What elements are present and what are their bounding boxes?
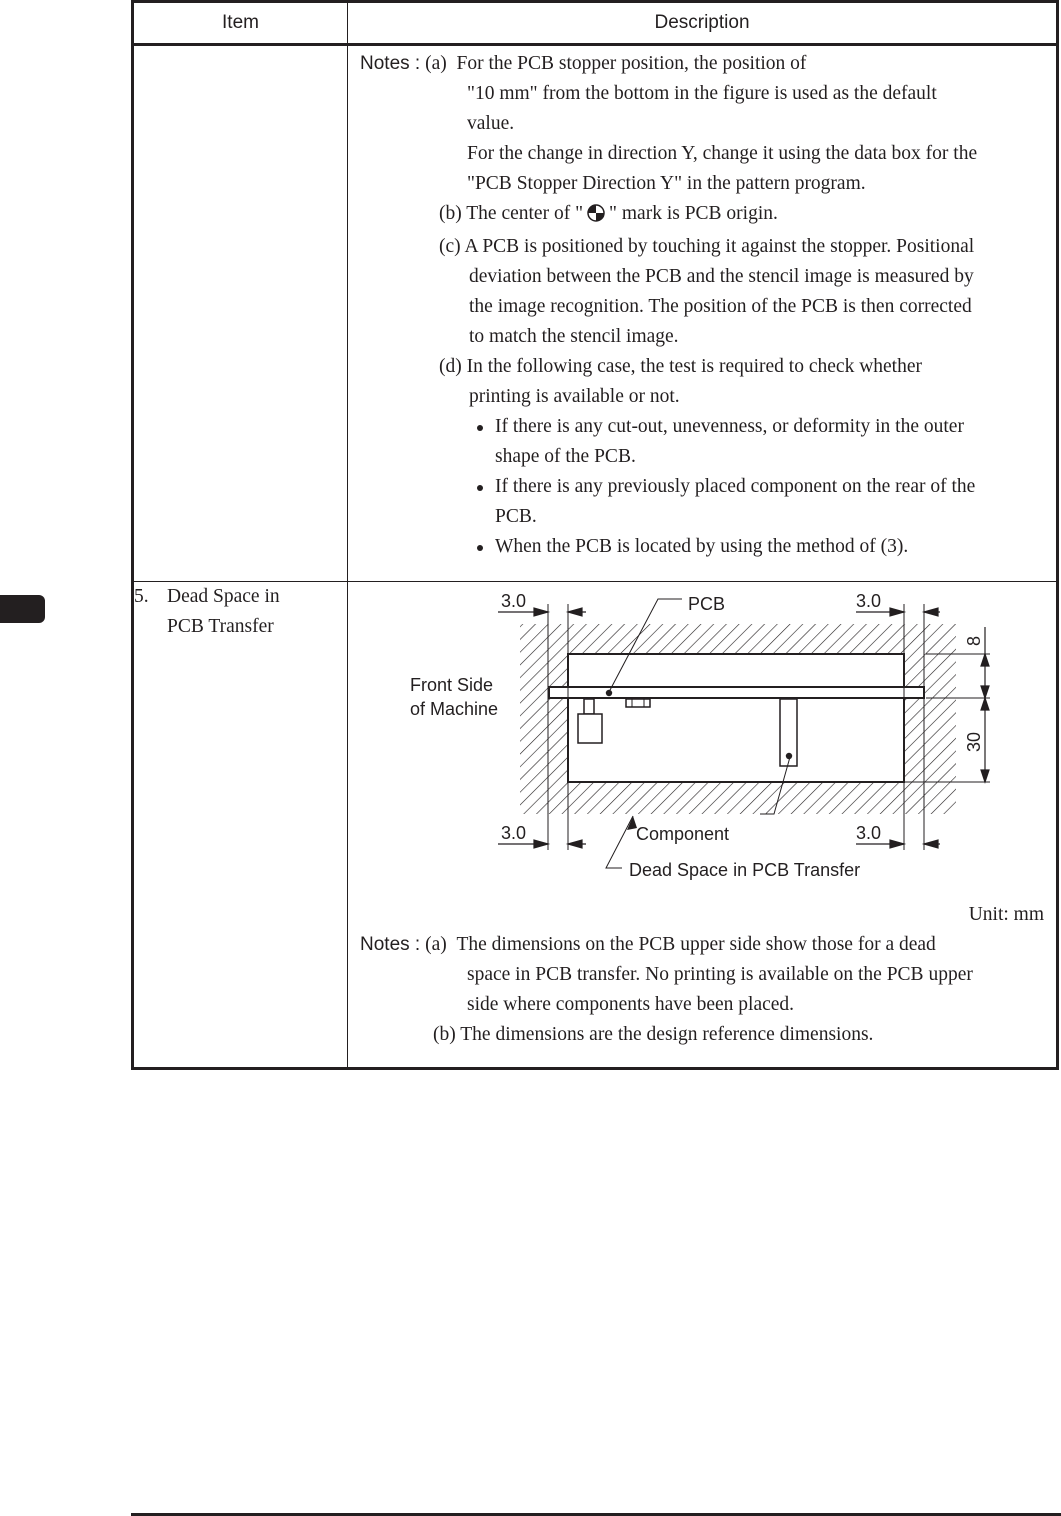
dead-space-figure [348, 582, 1060, 900]
note-b-text-1: (b) The center of " [439, 203, 584, 224]
note-b-text-2: " mark is PCB origin. [609, 203, 778, 224]
label-dead-space: Dead Space in PCB Transfer [629, 860, 861, 880]
table-row [133, 45, 1058, 582]
pcb-origin-mark-icon [587, 202, 605, 232]
note-c-line-3: the image recognition. The position of the PCB is then corrected [469, 296, 972, 317]
bullet-item-cont: shape of the PCB. [495, 446, 636, 467]
bullet-item: When the PCB is located by using the method of (3). [360, 532, 1044, 562]
notes-dead-space [348, 930, 1056, 1050]
dim-bottom-right: 3.0 [856, 823, 882, 843]
note-a-line-1 [360, 49, 1044, 79]
note-d-line-1: (d) In the following case, the test is required to check whether [439, 356, 922, 377]
pcb-marker-dot [606, 690, 612, 696]
table-row [133, 582, 1058, 1069]
notes-label: Notes : [360, 53, 421, 74]
item-title-line-2: PCB Transfer [167, 616, 274, 637]
bullet-icon [477, 425, 483, 431]
note-a-line-2: "10 mm" from the bottom in the figure is used as the default [467, 83, 937, 104]
note-a-label: (a) [425, 53, 447, 74]
item-cell-empty [133, 45, 348, 582]
component-small [626, 699, 650, 707]
item-title-line-1 [134, 582, 347, 612]
item-number: 5. [134, 586, 149, 607]
label-front-side: Front Side [410, 675, 494, 695]
dim-top-left: 3.0 [501, 591, 527, 611]
dim-lower-height: 30 [964, 731, 984, 752]
item-title-text: Dead Space in [167, 586, 280, 607]
note-a-text: For the PCB stopper position, the position of [456, 53, 807, 74]
note-c-line-4: to match the stencil image. [469, 326, 679, 347]
label-of-machine: of Machine [410, 699, 499, 719]
note-d-line-2: printing is available or not. [469, 386, 680, 407]
note-c-line-2: deviation between the PCB and the stencil image is measured by [469, 266, 974, 287]
bullet-item-cont: PCB. [495, 506, 537, 527]
label-pcb: PCB [688, 594, 726, 614]
bullet-icon [477, 485, 483, 491]
description-cell [348, 582, 1058, 1069]
note-a-line-3: side where components have been placed. [467, 994, 795, 1015]
unit-label: Unit: mm [968, 904, 1044, 925]
dim-bottom-left: 3.0 [501, 823, 527, 843]
note-b [360, 199, 1044, 232]
note-c-line-1: (c) A PCB is positioned by touching it against the stopper. Positional [439, 236, 975, 257]
note-a-line-5: "PCB Stopper Direction Y" in the pattern program. [467, 173, 866, 194]
bullet-icon [477, 545, 483, 551]
bullet-item: If there is any cut-out, unevenness, or deformity in the outer [360, 412, 1044, 442]
note-a-line-4: For the change in direction Y, change it using the data box for the [467, 143, 978, 164]
bullet-item: If there is any previously placed component on the rear of the [360, 472, 1044, 502]
description-cell [348, 45, 1058, 582]
note-a-label: (a) [425, 934, 447, 955]
note-a-line-3: value. [467, 113, 515, 134]
dead-space-diagram [348, 582, 1056, 900]
pcb-board [549, 687, 924, 698]
header-item: Item [133, 2, 348, 45]
chapter-tab-marker [0, 595, 45, 623]
note-a-text: The dimensions on the PCB upper side show those for a dead [456, 934, 936, 955]
component-marker-dot [786, 753, 792, 759]
note-b: (b) The dimensions are the design reference dimensions. [433, 1024, 874, 1045]
dim-upper-height: 8 [964, 635, 984, 646]
header-description: Description [348, 2, 1058, 45]
note-a-line-2: space in PCB transfer. No printing is available on the PCB upper [467, 964, 973, 985]
notes-label: Notes : [360, 934, 421, 955]
table-header-row [133, 2, 1058, 45]
dim-top-right: 3.0 [856, 591, 882, 611]
notes-stopper [348, 46, 1056, 562]
item-cell [133, 582, 348, 1069]
note-a-line-1 [360, 930, 1044, 960]
label-component: Component [636, 824, 730, 844]
spec-table [131, 0, 1059, 1070]
